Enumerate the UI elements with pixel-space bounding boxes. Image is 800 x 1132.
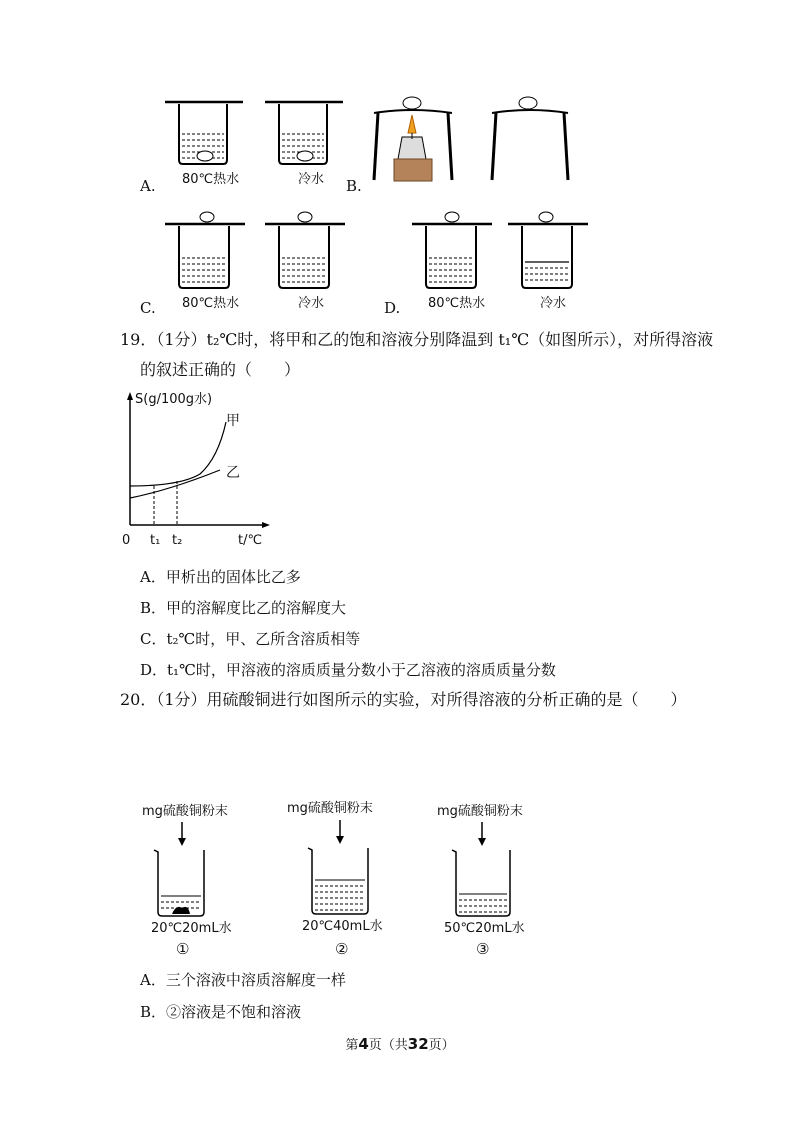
q20-caption-1: 20℃20mL水 [151,921,232,936]
q18-a-cold-caption: 冷水 [298,172,325,187]
q19-solubility-graph [120,390,280,555]
q18-c-beaker-cold [265,210,350,290]
graph-x-label: t/℃ [238,533,263,548]
q18-d-beaker-hot [412,210,497,290]
footer-total-pages: 32 [407,1035,429,1053]
q20-powder-label-3: mg硫酸铜粉末 [437,804,523,819]
footer-page-number: 4 [358,1035,369,1053]
q18-c-cold-caption: 冷水 [298,296,325,311]
q18-option-c-label: C. [140,299,156,317]
q20-beaker-3 [448,820,518,920]
q20-stem: 20．（1分）用硫酸铜进行如图所示的实验，对所得溶液的分析正确的是（ ） [120,690,687,709]
q20-caption-2: 20℃40mL水 [302,919,383,934]
q18-option-b-label: B. [346,177,362,195]
footer-suffix: 页） [428,1038,455,1053]
q18-d-hot-caption: 80℃热水 [428,296,486,311]
q19-option-b: B．甲的溶解度比乙的溶解度大 [140,599,347,617]
q18-b-tripod [490,95,575,185]
q19-stem-line1: 19．（1分）t₂℃时，将甲和乙的饱和溶液分别降温到 t₁℃（如图所示），对所得溶液 [120,330,714,349]
q20-powder-label-2: mg硫酸铜粉末 [287,801,373,816]
footer-mid: 页（共 [368,1038,408,1053]
q20-option-a: A．三个溶液中溶质溶解度一样 [140,971,346,989]
graph-t1-label: t₁ [150,533,161,548]
q20-powder-label-1: mg硫酸铜粉末 [142,804,228,819]
graph-series-jia-label: 甲 [226,413,240,429]
q18-a-beaker-hot [165,98,250,168]
graph-series-yi-label: 乙 [226,465,240,481]
graph-t2-label: t₂ [172,533,183,548]
q18-c-beaker-hot [165,210,250,290]
q18-b-tripod-burner [372,95,457,185]
q18-option-d-label: D. [384,299,401,317]
q20-beaker-1 [150,820,220,920]
page-footer [0,1034,800,1053]
q20-caption-3: 50℃20mL水 [444,921,525,936]
q18-a-hot-caption: 80℃热水 [182,172,240,187]
graph-y-label: S(g/100g水) [135,392,213,407]
q18-d-beaker-cold [508,210,593,290]
q19-option-c: C．t₂℃时，甲、乙所含溶质相等 [140,630,361,648]
q18-c-hot-caption: 80℃热水 [182,296,240,311]
q20-beaker-2 [304,818,374,918]
footer-prefix: 第 [345,1038,359,1053]
series-jia-curve [130,422,226,486]
q19-option-a: A．甲析出的固体比乙多 [140,568,301,586]
series-yi-curve [130,470,220,498]
q19-option-d: D．t₁℃时，甲溶液的溶质质量分数小于乙溶液的溶质质量分数 [140,661,556,679]
q18-option-a-label: A. [140,177,156,195]
graph-origin-label: 0 [122,533,131,548]
q19-stem-line2: 的叙述正确的（ ） [140,360,301,379]
q20-number-2: ② [335,940,349,958]
q20-option-b: B．②溶液是不饱和溶液 [140,1003,302,1021]
q20-number-1: ① [176,940,190,958]
q18-d-cold-caption: 冷水 [540,296,567,311]
q20-number-3: ③ [476,940,490,958]
q18-a-beaker-cold [265,98,350,168]
